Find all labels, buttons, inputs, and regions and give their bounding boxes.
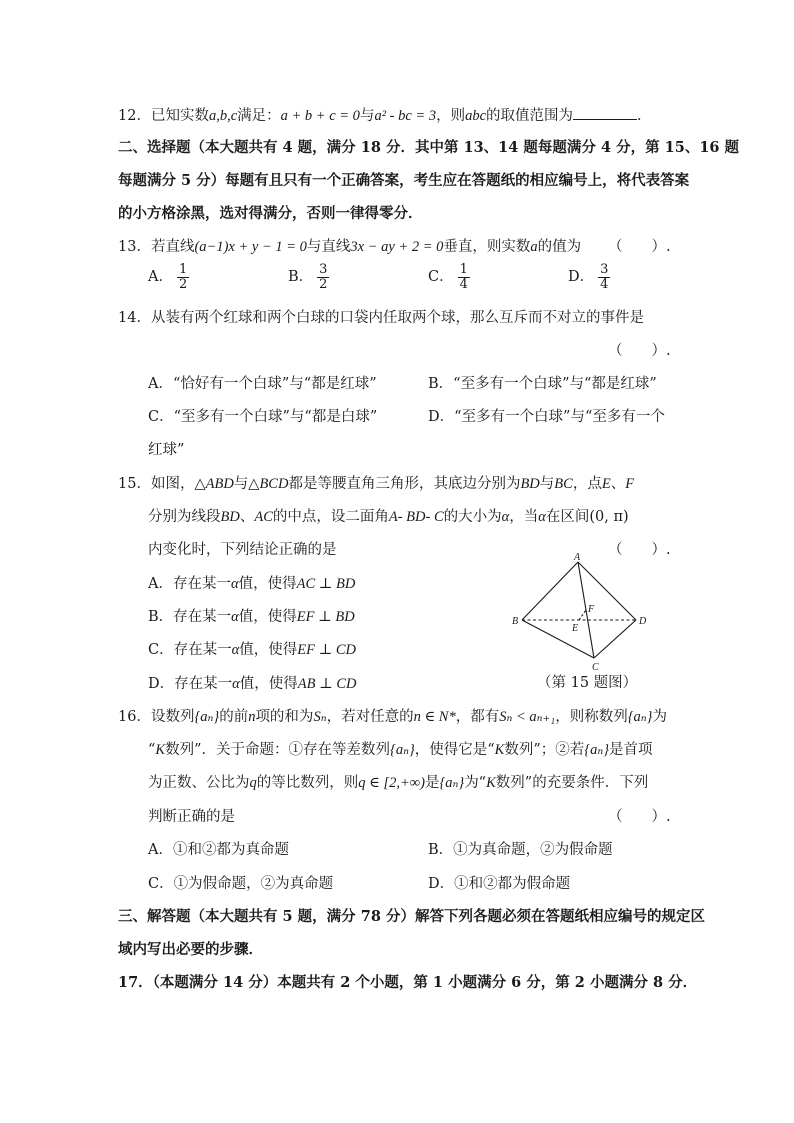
q13-option-a[interactable]	[148, 262, 189, 292]
numerator: 3	[600, 261, 609, 277]
denominator: 2	[178, 276, 188, 292]
q15-option-text: C．存在某一	[148, 642, 232, 658]
q15-figure-caption: （第 15 题图）	[537, 675, 638, 691]
q15-text: 、	[239, 509, 255, 525]
q15-answer-paren: （ ）.	[608, 542, 671, 558]
q15-math: α	[501, 509, 510, 525]
q15-stem-line1	[118, 474, 634, 494]
q16-math: K	[155, 742, 166, 758]
q15-math: α	[538, 509, 546, 525]
q13-option-b-fraction	[317, 263, 329, 292]
numerator: 3	[319, 261, 328, 277]
q16-math: n ∈ N*	[413, 709, 456, 725]
edge-dc	[594, 620, 636, 658]
q16-text: 数列”的充要条件．下列	[495, 775, 649, 791]
q15-option-c[interactable]	[148, 640, 356, 660]
q15-math: α	[230, 576, 239, 592]
q16-text: 的前	[219, 709, 249, 725]
label-e: E	[572, 623, 579, 634]
denominator: 4	[600, 276, 609, 292]
denominator: 4	[459, 276, 468, 292]
q15-option-text: B．存在某一	[148, 609, 232, 625]
q14-answer-paren: （ ）.	[608, 343, 671, 359]
q13-text: 与直线	[306, 239, 351, 255]
q16-text: 是首项	[609, 742, 653, 758]
q15-math: BC	[554, 476, 573, 492]
q16-math: {aₙ}	[194, 709, 220, 725]
q15-text: ，点	[572, 476, 602, 492]
q13-answer-paren: （ ）.	[608, 239, 671, 255]
q15-text: 与	[539, 476, 555, 492]
q15-math: α	[231, 609, 239, 625]
q16-text: 为“	[464, 775, 487, 791]
q15-option-a[interactable]	[148, 574, 355, 594]
q15-option-text: 值，使得	[239, 642, 298, 658]
q16-text: 的等比数列，则	[256, 775, 359, 791]
q16-text: 项的和为	[255, 709, 314, 725]
q16-math: {aₙ}	[390, 742, 415, 758]
q15-text: 与	[233, 476, 249, 492]
q15-text: 都是等腰直角三角形，其底边分别为	[288, 476, 521, 492]
label-f: F	[588, 604, 595, 615]
label-b: B	[512, 616, 519, 627]
q12-text: 满足：	[237, 108, 281, 124]
q13-option-d-fraction	[598, 263, 610, 292]
segment-ef-hidden	[579, 610, 586, 620]
q12-vars: a,b,c	[208, 108, 238, 124]
label-d: D	[639, 616, 647, 627]
q12-text: 与	[359, 108, 375, 124]
q13-option-c[interactable]	[428, 262, 470, 292]
q16-math: q	[249, 775, 257, 791]
q16-text: 是	[424, 775, 440, 791]
q15-math: BD	[220, 509, 240, 525]
q15-math: EF ⊥ BD	[296, 609, 355, 625]
q15-option-text: A．存在某一	[148, 576, 231, 592]
q15-math: A- BD- C	[388, 509, 444, 525]
section2-heading-line1: 二、选择题（本大题共有 4 题，满分 18 分．其中第 13、14 题每题满分 4 分，第 15、16 题	[118, 139, 740, 156]
numerator: 1	[459, 261, 468, 277]
q16-option-d[interactable]: D．①和②都为假命题	[428, 876, 571, 892]
q16-math: n	[248, 709, 256, 725]
q15-option-d[interactable]	[148, 674, 357, 694]
q15-text: 15．如图，	[118, 476, 195, 492]
q16-stem-line1	[118, 707, 667, 727]
q13-option-a-fraction	[177, 263, 189, 292]
section3-heading-line1: 三、解答题（本大题共有 5 题，满分 78 分）解答下列各题必须在答题纸相应编号的规定区	[118, 908, 705, 925]
q16-text: ，则称数列	[555, 709, 628, 725]
q14-stem: 14．从装有两个红球和两个白球的口袋内任取两个球，那么互斥而不对立的事件是	[118, 310, 644, 326]
q16-text: 16．设数列	[118, 709, 195, 725]
q15-math: AB ⊥ CD	[297, 676, 357, 692]
q17-heading: 17．（本题满分 14 分）本题共有 2 个小题，第 1 小题满分 6 分，第 2 小题满分 8 分．	[118, 974, 698, 991]
label-a: A	[574, 552, 581, 563]
q13-option-label: C．	[428, 269, 454, 285]
q15-math: (0, π)	[589, 509, 629, 525]
q16-option-b[interactable]: B．①为真命题，②为假命题	[428, 842, 613, 858]
q15-option-text: D．存在某一	[148, 676, 233, 692]
q13-stem	[118, 237, 581, 257]
section2-heading-line3: 的小方格涂黑，选对得满分，否则一律得零分．	[118, 205, 423, 222]
q16-text: ，使得它是“	[414, 742, 495, 758]
q13-option-d[interactable]	[568, 262, 610, 292]
q16-text: 数列”．关于命题：①存在等差数列	[165, 742, 391, 758]
q14-option-b[interactable]: B．“至多有一个白球”与“都是红球”	[428, 376, 657, 392]
q12-text: ．	[637, 108, 652, 124]
denominator: 2	[319, 276, 328, 292]
q12-line	[118, 105, 652, 126]
q12-eq2: a² - bc = 3	[374, 108, 437, 124]
q16-text: 数列”；②若	[504, 742, 585, 758]
q16-text: “	[148, 742, 156, 758]
q15-math: △BCD	[248, 476, 289, 492]
q16-math: {aₙ}	[439, 775, 465, 791]
q15-option-b[interactable]	[148, 607, 355, 627]
q15-text: 、	[610, 476, 626, 492]
q15-option-text: 值，使得	[238, 576, 297, 592]
q12-text: 的取值范围为	[486, 108, 574, 124]
label-c: C	[592, 662, 599, 672]
q16-text: 为	[652, 709, 667, 725]
edge-ab	[522, 562, 578, 620]
q12-text: ，则	[436, 108, 466, 124]
numerator: 1	[178, 261, 188, 277]
q16-math: {aₙ}	[584, 742, 609, 758]
q13-var-a: a	[530, 239, 538, 255]
q16-math: K	[494, 742, 505, 758]
q12-answer-blank[interactable]	[573, 105, 637, 120]
q13-option-label: B．	[288, 269, 314, 285]
q15-option-text: 值，使得	[238, 609, 297, 625]
q16-text: ，都有	[455, 709, 500, 725]
q16-answer-paren: （ ）.	[608, 809, 671, 825]
q16-stem-line2	[148, 740, 653, 760]
q13-option-b[interactable]	[288, 262, 329, 292]
q14-option-a[interactable]: A．“恰好有一个白球”与“都是红球”	[148, 376, 377, 392]
q14-option-c[interactable]: C．“至多有一个白球”与“都是白球”	[148, 409, 378, 425]
q16-math: K	[486, 775, 496, 791]
q15-text: 的中点，设二面角	[272, 509, 389, 525]
q12-eq1: a + b + c = 0	[280, 108, 360, 124]
q15-math: α	[232, 676, 240, 692]
q13-text: 垂直，则实数	[443, 239, 531, 255]
q16-option-c[interactable]: C．①为假命题，②为真命题	[148, 876, 334, 892]
q15-math: BD	[520, 476, 540, 492]
q16-math: q ∈ [2,+∞)	[358, 775, 425, 791]
q15-math: E	[601, 476, 611, 492]
q13-option-label: D．	[568, 269, 595, 285]
q15-math: α	[231, 642, 240, 658]
q12-abc: abc	[465, 108, 487, 124]
q15-math: AC	[254, 509, 273, 525]
q16-math: Sₙ	[313, 709, 327, 725]
q16-math: Sₙ < aₙ₊₁	[499, 709, 556, 725]
q15-math: AC ⊥ BD	[296, 576, 356, 592]
q12-text: 12．已知实数	[118, 108, 209, 124]
q13-text: 的值为	[537, 239, 582, 255]
q15-option-text: 值，使得	[239, 676, 298, 692]
section2-heading-line2: 每题满分 5 分）每题有且只有一个正确答案，考生应在答题纸的相应编号上，将代表答案	[118, 172, 690, 189]
q16-math: {aₙ}	[627, 709, 653, 725]
q15-text: 在区间	[545, 509, 590, 525]
q16-text: 为正数、公比为	[148, 775, 250, 791]
q13-text: 13．若直线	[118, 239, 195, 255]
section3-heading-line2: 域内写出必要的步骤．	[118, 941, 263, 958]
q16-option-a[interactable]: A．①和②都为真命题	[148, 842, 289, 858]
q15-math: △ABD	[194, 476, 234, 492]
q16-stem-line3	[148, 773, 648, 793]
edge-bc	[522, 620, 594, 658]
q13-line1-eq: (a−1)x + y − 1 = 0	[194, 239, 307, 255]
q14-option-d[interactable]: D．“至多有一个白球”与“至多有一个	[428, 409, 665, 425]
q15-text: 分别为线段	[148, 509, 221, 525]
q15-stem-line3: 内变化时，下列结论正确的是	[148, 542, 337, 558]
q15-text: 的大小为	[443, 509, 502, 525]
q13-option-label: A．	[148, 269, 173, 285]
q15-math: F	[625, 476, 635, 492]
q14-option-d-cont: 红球”	[148, 442, 185, 458]
q16-stem-line4: 判断正确的是	[148, 809, 235, 825]
q13-line2-eq: 3x − ay + 2 = 0	[350, 239, 444, 255]
q15-tetrahedron-figure	[508, 552, 654, 672]
q15-math: EF ⊥ CD	[297, 642, 356, 658]
q16-text: ，若对任意的	[326, 709, 414, 725]
q15-stem-line2	[148, 507, 629, 527]
q13-option-c-fraction	[458, 263, 470, 292]
q15-text: ，当	[509, 509, 539, 525]
